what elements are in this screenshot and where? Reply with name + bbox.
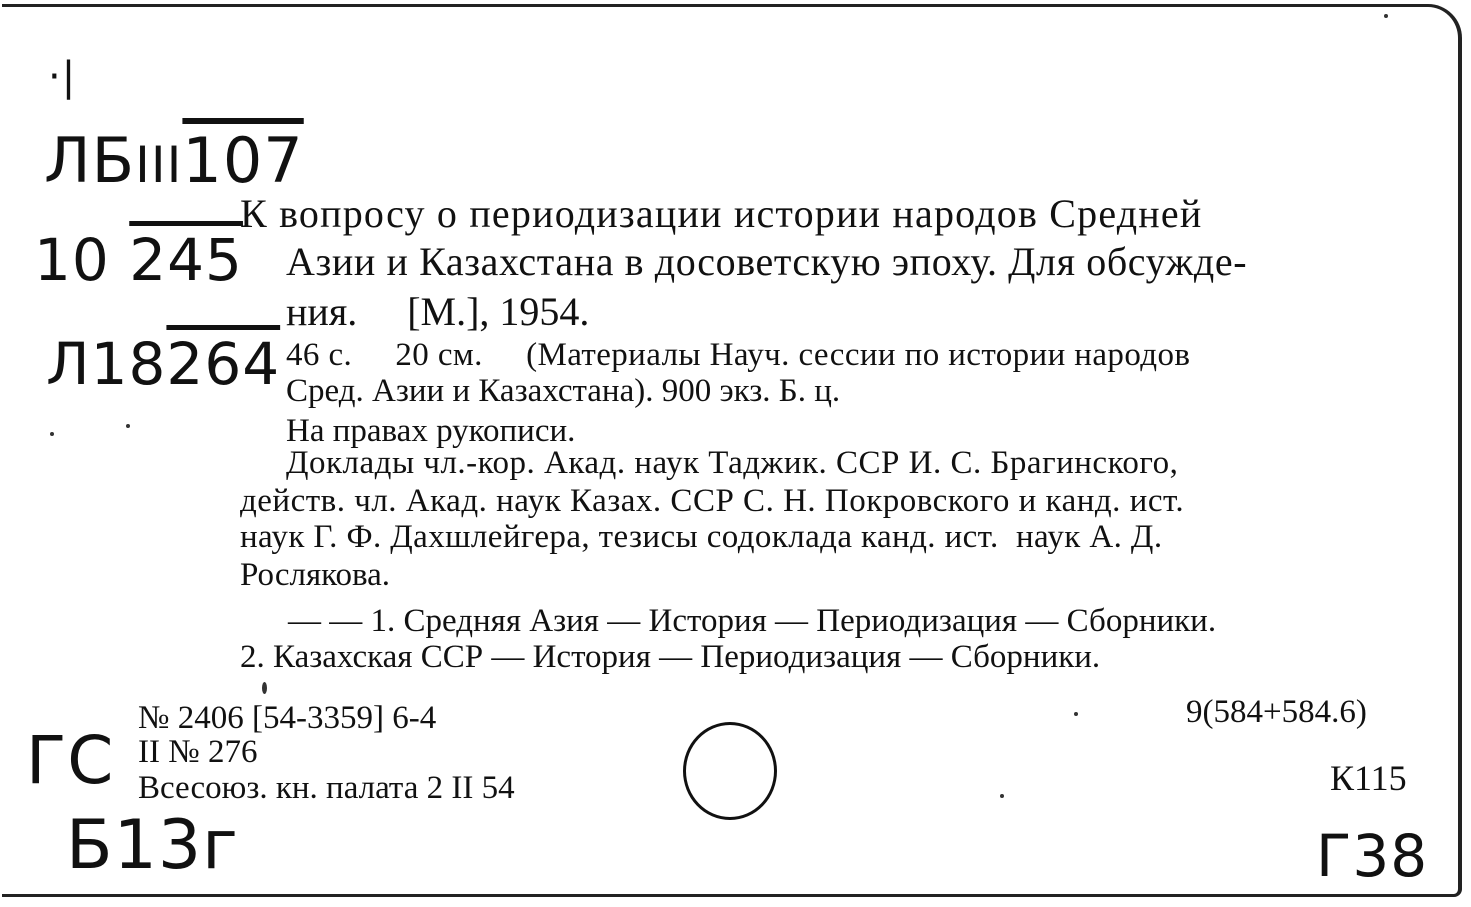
shelfmark-1-prefix: ЛБ [44,124,136,197]
shelfmark-3-number: 264 [166,330,281,398]
classification-index: 9(584+584.6) [1186,694,1367,730]
title-line-3: ния. [М.], 1954. [286,289,590,334]
author-mark: К115 [1330,758,1407,798]
speck [1000,794,1004,798]
handwritten-top-mark: ·| [48,54,77,100]
shelfmark-3-prefix: Л18 [46,330,167,398]
handwritten-b13g: Б13г [66,806,239,885]
contents-line-4: Рослякова. [240,557,391,593]
contents-line-2: действ. чл. Акад. наук Казах. ССР С. Н. Покровского и канд. ист. [240,483,1185,519]
collation-line-1: 46 с. 20 см. (Материалы Науч. сессии по истории народов [286,337,1191,373]
title-line-1: К вопросу о периодизации истории народов Средней [240,191,1203,236]
collation-line-2: Сред. Азии и Казахстана). 900 экз. Б. ц. [286,373,841,409]
note-line: На правах рукописи. [286,413,576,449]
subject-line-1: — — 1. Средняя Азия — История — Периодизация — Сборники. [288,603,1217,639]
contents-line-3: наук Г. Ф. Дахшлейгера, тезисы содоклада канд. ист. наук А. Д. [240,519,1163,555]
handwritten-shelfmark-2 [34,226,243,294]
shelfmark-1-number: 107 [182,124,304,197]
series-number: II № 276 [138,734,258,770]
subject-line-2: 2. Казахская ССР — История — Периодизация — Сборники. [240,639,1101,675]
contents-line-1: Доклады чл.-кор. Акад. наук Таджик. ССР И. С. Брагинского, [286,445,1179,481]
handwritten-gs: ГС [26,722,115,799]
handwritten-shelfmark-1 [44,124,304,197]
speck [50,432,54,436]
punch-hole-circle [683,722,777,820]
card-number: № 2406 [54-3359] 6-4 [138,700,437,736]
speck [1074,712,1078,716]
speck [262,682,267,694]
shelfmark-2-number: 245 [129,226,243,294]
handwritten-shelfmark-3 [46,330,280,398]
title-line-2: Азии и Казахстана в досоветскую эпоху. Для обсужде- [286,239,1248,284]
speck [1384,14,1388,18]
shelfmark-2-prefix: 10 [34,226,110,294]
speck [126,424,130,428]
book-chamber-line: Всесоюз. кн. палата 2 II 54 [138,770,515,806]
shelfmark-1-roman: III [135,136,183,194]
handwritten-g38: Г38 [1316,822,1429,890]
